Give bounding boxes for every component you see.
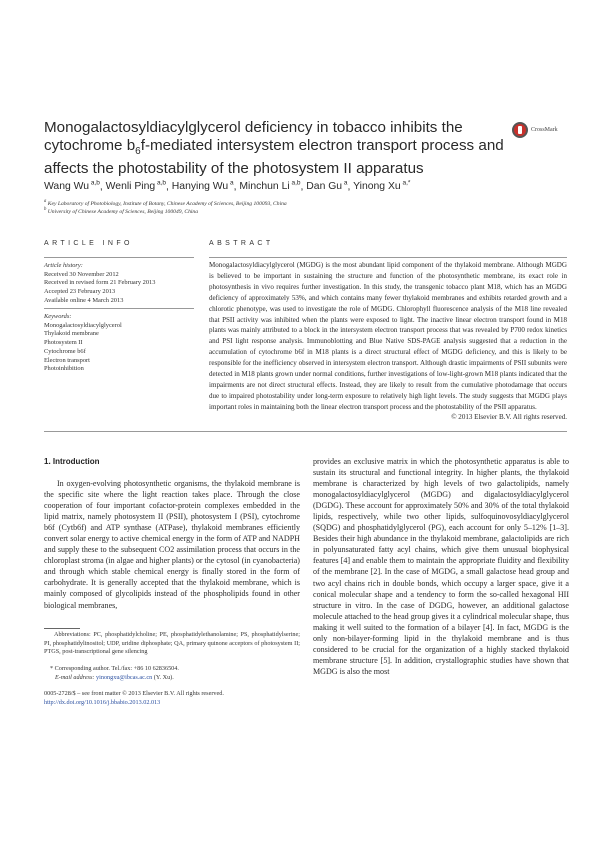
author [239, 181, 300, 192]
history-item: Available online 4 March 2013 [44, 296, 124, 304]
crossmark-icon [512, 122, 528, 138]
keyword: Cytochrome b6f [44, 347, 86, 355]
author-name: Wenli Ping [105, 181, 156, 193]
history-item: Received 30 November 2012 [44, 270, 119, 278]
title-part: Monogalactosyldiacylglycerol deficiency in tobacco inhibits the cytochrome b [44, 119, 463, 154]
email-line [55, 674, 311, 683]
affiliation-text: University of Chinese Academy of Sciences, Beijing 100049, China [47, 208, 199, 215]
article-history [44, 262, 194, 306]
affiliation [44, 207, 198, 215]
keywords-label: Keywords: [44, 313, 72, 320]
article-title [44, 119, 504, 178]
author-affiliation-mark: a [228, 180, 234, 187]
corresponding-author: * Corresponding author. Tel./fax: +86 10 62836504. [50, 665, 179, 672]
author-list: Wang Wu $^{a,b}$, Wenli Ping $^{a,b}$, Hanying Wu $^a$, Minchun Li $^{a,b}$, Dan Gu $^a$, Yinong Xu $^{a,*}$ [44, 180, 411, 193]
section-heading: 1. Introduction [44, 457, 100, 466]
divider [44, 431, 567, 432]
keywords [44, 313, 194, 374]
crossmark-badge[interactable] [512, 122, 558, 138]
author-affiliation-mark: a,* [400, 180, 411, 187]
history-label: Article history: [44, 262, 83, 269]
author-affiliation-mark: a,b [89, 180, 100, 187]
affiliation-mark: b [44, 207, 47, 212]
author [106, 181, 166, 192]
author-name: Minchun Li [239, 181, 290, 193]
author [44, 181, 100, 192]
keyword: Photoinhibition [44, 365, 84, 373]
author-affiliation-mark: a [342, 180, 348, 187]
author-name: Wang Wu [44, 181, 90, 193]
affiliation-text: Key Laboratory of Photobiology, Institute of Botany, Chinese Academy of Sciences, Beijing 100093, China [47, 200, 287, 207]
divider [209, 257, 567, 258]
history-item: Accepted 23 February 2013 [44, 288, 116, 296]
crossmark-label: CrossMark [531, 127, 558, 133]
keyword: Electron transport [44, 356, 90, 364]
abstract-text: Monogalactosyldiacylglycerol (MGDG) is the most abundant lipid component of the thylakoid membrane. Although MGDG is believed to be important in sustaining the structure and function of the photosynthetic membrane, its exact role in photosynthesis in vivo requires further investigation. In this study, the transgenic tobacco plant M18, which has an MGDG deficiency of approximately 53%, and which contains many fewer thylakoid membranes and exhibits retarded growth and a chlorotic phenotype, was used to investigate the role of MGDG. Chlorophyll fluorescence analysis of the M18 line revealed that PSII activity was inhibited when the plants were exposed to light. The inactive linear electron transport found in M18 plants was mainly attributed to a block in the intersystem electron transport process that was revealed by P700 redox kinetics and PSI light response analysis. Immunoblotting and Blue Native SDS-PAGE analysis suggested that a reduction in the accumulation of cytochrome b6f in M18 plants is a direct structural effect of MGDG deficiency, and this is likely to be responsible for the inefficiency observed in intersystem electron transport. Although drastic impairments of PSII subunits were detected in M18 plants grown under normal conditions, further investigations of low-light-grown M18 plants indicated that the impairments are not direct structural effects. Instead, they are likely to result from the cumulative photodamage that occurs due to impaired photostability under long-term exposure to relatively high light levels. The study suggests that MGDG plays important roles in maintaining both the linear electron transport process and the photostability of the PSII apparatus. [209, 261, 567, 411]
author-name: Yinong Xu [353, 181, 401, 193]
abbreviations-footnote: Abbreviations: PC, phosphatidylcholine; PE, phosphatidylethanolamine; PS, phosphatidylserine; PI, phosphatidylinositol; UDP, uridine diphosphate; QA, primary quinone acceptors of photosystem II; PTGS, post-transcriptional gene silencing [44, 631, 300, 656]
abstract-copyright: © 2013 Elsevier B.V. All rights reserved. [451, 413, 567, 421]
intro-right-column: provides an exclusive matrix in which the photosynthetic apparatus is able to sustain its structural and functional integrity. In higher plants, the thylakoid membrane is characterized by high levels of two galactolipids, namely monogalactosyldiacylglycerol (MGDG) and digalactosyldiacylglycerol (DGDG). These account for approximately 50% and 30% of the total thylakoid lipids, respectively, while two other lipids, sulfoquinovosyldiacylglycerol (SQDG) and phosphatidylglycerol (PG), each account for only 5–12% [1–3]. Besides their high abundance in the thylakoid membrane, galactolipids are rich in polyunsaturated fatty acyl chains, which give them unusual biophysical features [4] and enable them to maintain the appropriate fluidity and flexibility of the membrane [2]. In the case of MGDG, a small galactose head group and two acyl chains rich in double bonds, which occupy a larger space, give it a conical molecular shape and a tendency to form the so-called hexagonal HII structure in vitro. In the case of DGDG, however, an additional galactose molecule attached to the head group gives it a cylindrical molecular shape, thus making it well suited to the formation of a bilayer [4]. In fact, MGDG is the only non-bilayer-forming lipid in the thylakoid membrane and is thus considered to be crucial for the organization of a highly stacked thylakoid membrane structure [5]. In addition, crystallographic studies have shown that MGDG is also the most [313, 457, 569, 676]
author [306, 181, 347, 192]
author-name: Hanying Wu [171, 181, 229, 193]
affiliation-mark: a [44, 199, 47, 204]
author [353, 181, 410, 192]
author-affiliation-mark: a,b [289, 180, 301, 187]
title-subscript: 6 [135, 145, 141, 157]
author-affiliation-mark: a,b [155, 180, 166, 187]
affiliation [44, 199, 287, 207]
keyword: Monogalactosyldiacylglycerol [44, 321, 122, 329]
keyword: Thylakoid membrane [44, 330, 99, 338]
email-suffix: (Y. Xu). [153, 674, 174, 681]
intro-left-column [44, 478, 300, 611]
author [172, 181, 234, 192]
email-label: E-mail address: [55, 674, 95, 681]
history-item: Received in revised form 21 February 2013 [44, 279, 156, 287]
issn-line: 0005-2728/$ – see front matter © 2013 Elsevier B.V. All rights reserved. [44, 690, 224, 697]
keyword: Photosystem II [44, 339, 83, 347]
divider [44, 308, 194, 309]
doi-link[interactable]: http://dx.doi.org/10.1016/j.bbabio.2013.02.013 [44, 699, 161, 706]
article-info-heading: ARTICLE INFO [44, 240, 133, 247]
title-part: f-mediated intersystem electron transport process and affects the photostability of the photosystem II apparatus [44, 136, 504, 178]
divider [44, 257, 194, 258]
abstract-heading: ABSTRACT [209, 240, 274, 247]
footnote-divider [44, 628, 80, 629]
email-link[interactable]: yinongxu@ibcas.ac.cn [96, 674, 153, 681]
author-name: Dan Gu [306, 181, 343, 193]
intro-paragraph: In oxygen-evolving photosynthetic organisms, the thylakoid membrane is the specific site where the light reaction takes place. Through the close cooperation of four important cofactor-protein complexes embedded in the lipid matrix, namely photosystem II (PSII), photosystem I (PSI), cytochrome b6f (Cytb6f) and ATP synthase (ATPase), thylakoid membranes efficiently convert solar energy to active chemical energy in the form of ATP and NADPH and supply these to the subsequent CO2 assimilation process that occurs in the chloroplast stroma (in algae and higher plants) or the cytosol (in cyanobacteria) and through which stable chemical energy is finally stored in the form of carbohydrate. It is generally accepted that the thylakoid membrane, which is mainly composed of glycolipids instead of the phospholipids found in other biological membranes, [44, 479, 300, 610]
